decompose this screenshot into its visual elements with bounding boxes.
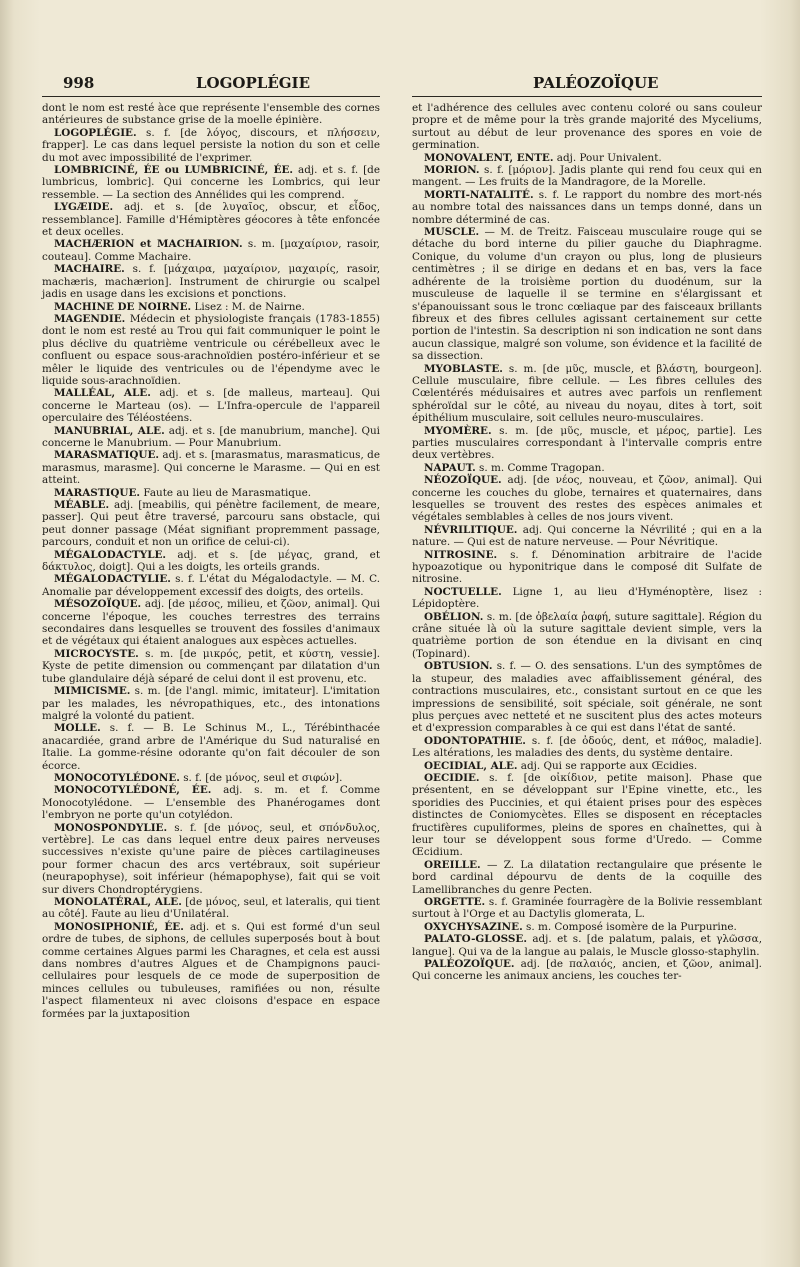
dictionary-entry (412, 933, 762, 958)
dictionary-entry (42, 425, 380, 450)
entry-headword: MARASTIQUE. (54, 486, 141, 499)
entry-headword: MANUBRIAL, ALE. (54, 424, 165, 437)
entry-definition: adj. et s. f. [de lumbricus, lombric]. Qui concerne les Lombrics, qui leur ressemble. — La section des Annélides qui les comprend. (42, 164, 380, 201)
entry-definition: — Z. La dilatation rectangulaire que présente le bord cardinal dépourvu de dents de la coquille des Lamellibranches du genre Pecten. (412, 858, 762, 896)
dictionary-entry (412, 189, 762, 226)
dictionary-entry (42, 784, 380, 821)
dictionary-entry (42, 102, 380, 127)
entry-headword: MÉGALODACTYLE. (54, 548, 167, 561)
entry-definition: et l'adhérence des cellules avec contenu coloré ou sans couleur propre et de même pour la très grande majorité des Myceliums, surtout au début de leur provenance des spores en voie de germination. (412, 102, 762, 152)
dictionary-entry (42, 263, 380, 300)
entry-headword: MORTI-NATALITÉ. (424, 188, 534, 201)
entry-headword: MALLÉAL, ALE. (54, 387, 151, 400)
entry-definition: adj. et s. [de malleus, marteau]. Qui concerne le Marteau (os). — L'Infra-opercule de l'appareil operculaire des Téléostéens. (42, 387, 380, 425)
entry-definition: s. f. L'état du Mégalodactyle. — M. C. Anomalie par développement excessif des doigts, des orteils. (42, 573, 380, 598)
dictionary-entry (412, 549, 762, 586)
entry-definition: adj. et s. [de μέγας, grand, et δάκτυλος, doigt]. Qui a les doigts, les orteils grands. (42, 548, 380, 574)
entry-definition: s. f. Le rapport du nombre des mort-nés au nombre total des naissances dans un temps donné, dans un nombre déterminé de cas. (412, 188, 762, 226)
dictionary-entry (42, 772, 380, 784)
entry-definition: adj. [de μέσος, milieu, et ζῶον, animal]. Qui concerne l'époque, les couches terrestres des terrains secondaires dans lesquelles se trouvent des fossiles d'animaux et de végétaux qui étaient analogues aux espèces actuelles. (42, 598, 380, 648)
entry-headword: MACHÆRION et MACHAIRION. (54, 238, 243, 251)
entry-headword: OREILLE. (424, 858, 481, 871)
entry-headword: ORGETTE. (424, 896, 486, 908)
dictionary-entry (42, 499, 380, 549)
left-running-title: LOGOPLÉGIE (196, 74, 311, 92)
entry-definition: s. f. [de μόνος, seul, et σπόνδυλος, vertèbre]. Le cas dans lequel entre deux paires nerveuses successives n'existe qu'une paire de pièces cartilagineuses pour former chacun des arcs vertébraux, soit supérieur (neurapophyse), soit inférieur (hémapophyse), fait qui se voit sur divers Chondroptérygiens. (42, 821, 380, 896)
header-rule-right (412, 96, 762, 97)
dictionary-entry (412, 524, 762, 549)
entry-headword: MARASMATIQUE. (54, 449, 160, 462)
entry-headword: NAPAUT. (424, 461, 476, 474)
entry-headword: OBTUSION. (424, 660, 493, 673)
entry-headword: MÉABLE. (54, 499, 110, 511)
entry-headword: LYGÆIDE. (54, 201, 114, 214)
dictionary-entry (412, 474, 762, 524)
dictionary-entry (42, 449, 380, 486)
entry-definition: adj. et s. Qui est formé d'un seul ordre de tubes, de siphons, de cellules superposés bout à bout comme certaines Algues parmi les Charagnes, et cela est aussi dans nombres d'autres Algues et de Champignons pauci-cellulaires pour lesquels de ce mode de superposition de minces cellules ou tubuleuses, ramifiées ou non, résulte l'aspect filamenteux ni avec cloisons d'espace en espace formées par la juxtaposition (42, 920, 380, 1020)
entry-headword: OECIDIE. (424, 771, 480, 784)
entry-headword: MACHINE DE NOIRNE. (54, 300, 192, 313)
dictionary-entry (412, 611, 762, 661)
dictionary-entry (412, 921, 762, 933)
entry-definition: s. m. Composé isomère de la Purpurine. (522, 920, 737, 933)
entry-definition: s. m. [de μικρός, petit, et κύστη, vessie]. Kyste de petite dimension ou commençant par dilatation d'un tube glandulaire déjà séparé de celui dont il est provenu, etc. (42, 647, 380, 685)
page-number: 998 (63, 74, 95, 92)
entry-headword: MYOMÈRE. (424, 424, 492, 437)
entry-headword: OXYCHYSAZINE. (424, 920, 523, 933)
entry-headword: MORION. (424, 164, 480, 177)
entry-definition: s. f. — B. Le Schinus M., L., Térébinthacée anacardiée, grand arbre de l'Amérique du Sud naturalisé en Italie. La gomme-résine odorante qu'on fait découler de son écorce. (42, 722, 380, 772)
entry-definition: adj. et s. [de manubrium, manche]. Qui concerne le Manubrium. — Pour Manubrium. (42, 424, 380, 449)
entry-headword: ODONTOPATHIE. (424, 734, 526, 747)
dictionary-entry (42, 722, 380, 772)
right-column (412, 102, 762, 983)
entry-headword: MACHAIRE. (54, 263, 125, 276)
entry-headword: MIMICISME. (54, 685, 131, 698)
entry-definition: adj. Qui concerne la Névrilité ; qui en a la nature. — Qui est de nature nerveuse. — Pour Névritique. (412, 523, 762, 549)
dictionary-entry (42, 487, 380, 499)
entry-definition: adj. [de παλαιός, ancien, et ζῶον, animal]. Qui concerne les animaux anciens, les couches ter- (412, 958, 762, 983)
entry-headword: OECIDIAL, ALE. (424, 759, 518, 772)
dictionary-entry (412, 958, 762, 983)
entry-definition: s. m. [de μῦς, muscle, et βλάστη, bourgeon]. Cellule musculaire, fibre cellule. — Les fibres cellules des Cœlentérés méduisaires et autres avec parfois un renflement sphéroïdal sur le côté, au niveau du noyau, dites à tort, soit épithélium musculaire, soit cellules neuro-musculaires. (412, 362, 762, 425)
running-header (0, 74, 800, 96)
entry-headword: OBÉLION. (424, 610, 484, 623)
entry-headword: MONOCOTYLÉDONE. (54, 771, 180, 784)
dictionary-entry (42, 127, 380, 164)
dictionary-entry (42, 238, 380, 263)
entry-headword: MAGENDIE. (54, 312, 126, 325)
entry-definition: Faute au lieu de Marasmatique. (140, 486, 312, 499)
entry-headword: MÉGALODACTYLIE. (54, 573, 171, 586)
entry-definition: adj. et s. [de λυγαῖος, obscur, et εἶδος, ressemblance]. Famille d'Hémiptères géocores à tête enfoncée et deux ocelles. (42, 201, 380, 239)
dictionary-entry (42, 164, 380, 201)
dictionary-entry (42, 685, 380, 722)
entry-headword: LOGOPLÉGIE. (54, 126, 137, 139)
entry-headword: MONOLATÉRAL, ALE. (54, 896, 182, 908)
dictionary-entry (42, 201, 380, 238)
dictionary-entry (42, 313, 380, 387)
entry-definition: adj. Pour Univalent. (553, 151, 662, 164)
entry-definition: Lisez : M. de Nairne. (191, 300, 305, 313)
dictionary-entry (412, 462, 762, 474)
entry-definition: s. m. [de μῦς, muscle, et μέρος, partie]. Les parties musculaires correspondant à l'intervalle compris entre deux vertèbres. (412, 424, 762, 462)
entry-definition: Ligne 1, au lieu d'Hyménoptère, lisez : Lépidoptère. (412, 585, 762, 611)
entry-definition: adj. [meabilis, qui pénètre facilement, de meare, passer]. Qui peut être traversé, parcouru sans obstacle, qui peut donner passage (Méat signifiant propremment passage, parcours, conduit et non un orifice de celui-ci). (42, 499, 380, 549)
entry-definition: s. f. [μόριον]. Jadis plante qui rend fou ceux qui en mangent. — Les fruits de la Mandragore, de la Morelle. (412, 164, 762, 189)
entry-definition: s. f. [de ὀδούς, dent, et πάθος, maladie]. Les altérations, les maladies des dents, du système dentaire. (412, 734, 762, 760)
entry-definition: s. m. [de ὀβελαία ῥαφή, suture sagittale]. Région du crâne située là où la suture sagittale devient simple, vers la quatrième portion de son étendue en la divisant en cinq (Topinard). (412, 610, 762, 660)
entry-definition: s. m. Comme Tragopan. (475, 461, 605, 474)
entry-definition: s. f. [de λόγος, discours, et πλήσσειν, frapper]. Le cas dans lequel persiste la notion du son et celle du mot avec impossibilité de l'exprimer. (42, 126, 380, 164)
entry-headword: MOLLE. (54, 722, 101, 735)
entry-headword: LOMBRICINÉ, ÉE ou LUMBRICINÉ, ÉE. (54, 164, 294, 177)
entry-headword: NITROSINE. (424, 548, 498, 561)
dictionary-entry (412, 586, 762, 611)
dictionary-entry (42, 896, 380, 921)
dictionary-entry (412, 896, 762, 921)
dictionary-entry (42, 598, 380, 648)
entry-definition: s. m. [μαχαίριον, rasoir, couteau]. Comme Machaire. (42, 238, 380, 263)
entry-headword: MONOCOTYLÉDONÉ, ÉE. (54, 784, 212, 797)
header-rule-left (42, 96, 380, 97)
dictionary-entry (412, 226, 762, 362)
dictionary-entry (412, 152, 762, 164)
dictionary-entry (412, 164, 762, 189)
entry-headword: MONOSIPHONIÉ, ÉE. (54, 920, 184, 933)
entry-headword: MÉSOZOÏQUE. (54, 598, 142, 611)
dictionary-entry (42, 573, 380, 598)
entry-headword: PALÉOZOÏQUE. (424, 958, 515, 971)
dictionary-entry (42, 301, 380, 313)
entry-headword: MUSCLE. (424, 226, 480, 239)
entry-definition: s. f. Dénomination arbitraire de l'acide hypoazotique ou hyponitrique dans le composé dit Sulfate de nitrosine. (412, 548, 762, 586)
entry-definition: s. m. [de l'angl. mimic, imitateur]. L'imitation par les malades, les névropathiques, etc., des intonations malgré la volonté du patient. (42, 685, 380, 722)
dictionary-entry (412, 425, 762, 462)
dictionary-entry (412, 760, 762, 772)
entry-headword: NÉVRILITIQUE. (424, 523, 518, 536)
entry-headword: MYOBLASTE. (424, 362, 503, 375)
dictionary-entry (412, 660, 762, 734)
dictionary-entry (412, 772, 762, 859)
entry-headword: MONOSPONDYLIE. (54, 821, 168, 834)
dictionary-entry (412, 859, 762, 896)
entry-definition: Médecin et physiologiste français (1783-1855) dont le nom est resté au Trou qui fait communiquer le point le plus déclive du quatrième ventricule ou cérébelleux avec le confluent ou espace sous-arachnoïdien postéro-inférieur et se mêler le liquide des ventricules ou de l'épendyme avec le liquide sous-arachnoïdien. (42, 312, 380, 387)
entry-definition: s. f. [de μόνος, seul et σιφών]. (179, 771, 343, 784)
dictionary-entry (42, 648, 380, 685)
dictionary-entry (412, 363, 762, 425)
entry-definition: s. f. [μάχαιρα, μαχαίριον, μαχαιρίς, rasoir, machæris, machærion]. Instrument de chirurgie ou scalpel jadis en usage dans les excisions et ponctions. (42, 263, 380, 301)
dictionary-entry (42, 822, 380, 896)
entry-headword: NÉOZOÏQUE. (424, 474, 502, 487)
entry-definition: — M. de Treitz. Faisceau musculaire rouge qui se détache du bord interne du pilier gauche du Diaphragme. Conique, du volume d'un crayon ou plus, long de plusieurs centimètres ; il se dirige en dedans et en bas, vers la face adhérente de la troisième portion du duodénum, sur la musculeuse de laquelle il se termine en s'élargissant et s'épanouissant sous le tronc cœliaque par des faisceaux brillants fibreux et des fibres cellules agissant certainement sur cette portion de l'intestin. Sa description ni son indication ne sont dans aucun classique, malgré son volume, son évidence et la facilité de sa dissection. (412, 226, 762, 363)
right-running-title: PALÉOZOÏQUE (533, 74, 659, 92)
dictionary-entry (412, 102, 762, 152)
left-column (42, 102, 380, 1020)
entry-definition: adj. [de νέος, nouveau, et ζῶον, animal]. Qui concerne les couches du globe, ternaires et quaternaires, dans lesquelles se trouvent des restes des espèces animales et végétales semblables à celles de nos jours vivent. (412, 474, 762, 524)
dictionary-entry (42, 921, 380, 1020)
entry-definition: dont le nom est resté àce que représente l'ensemble des cornes antérieures de substance grise de la moelle épinière. (42, 102, 380, 127)
entry-definition: s. f. — O. des sensations. L'un des symptômes de la stupeur, des maladies avec affaiblissement général, des contractions musculaires, etc., consistant surtout en ce que les impressions de sensibilité, soit spéciale, soit générale, ne sont plus perçues avec netteté et ne suscitent plus des actes moteurs et d'expression comparables à ce qui est dans l'état de santé. (412, 660, 762, 735)
dictionary-entry (412, 735, 762, 760)
entry-definition: adj. et s. [marasmatus, marasmaticus, de marasmus, marasme]. Qui concerne le Marasme. — Qui en est atteint. (42, 449, 380, 487)
entry-definition: [de μόνος, seul, et lateralis, qui tient au côté]. Faute au lieu d'Unilatéral. (42, 896, 380, 921)
entry-headword: PALATO-GLOSSE. (424, 933, 527, 946)
dictionary-entry (42, 549, 380, 574)
entry-headword: MICROCYSTE. (54, 647, 139, 660)
dictionary-entry (42, 387, 380, 424)
entry-definition: adj. et s. [de palatum, palais, et γλῶσσα, langue]. Qui va de la langue au palais, le Muscle glosso-staphylin. (412, 933, 762, 958)
entry-definition: s. f. Graminée fourragère de la Bolivie ressemblant surtout à l'Orge et au Dactylis glomerata, L. (412, 896, 762, 921)
entry-headword: NOCTUELLE. (424, 585, 502, 598)
entry-definition: s. f. [de οἰκίδιον, petite maison]. Phase que présentent, en se développant sur l'Epine vinette, etc., les sporidies des Puccinies, et qui étaient prises pour des espèces distinctes de Coniomycètes. Elles se disposent en réceptacles fructifères cupuliformes, pleins de spores en chaînettes, qui à leur tour se développent sous forme d'Uredo. — Comme Œcidium. (412, 771, 762, 859)
entry-headword: MONOVALENT, ENTE. (424, 151, 554, 164)
entry-definition: adj. s. m. et f. Comme Monocotylédone. — L'ensemble des Phanérogames dont l'embryon ne porte qu'un cotylédon. (42, 784, 380, 822)
entry-definition: adj. Qui se rapporte aux Œcidies. (517, 759, 698, 772)
